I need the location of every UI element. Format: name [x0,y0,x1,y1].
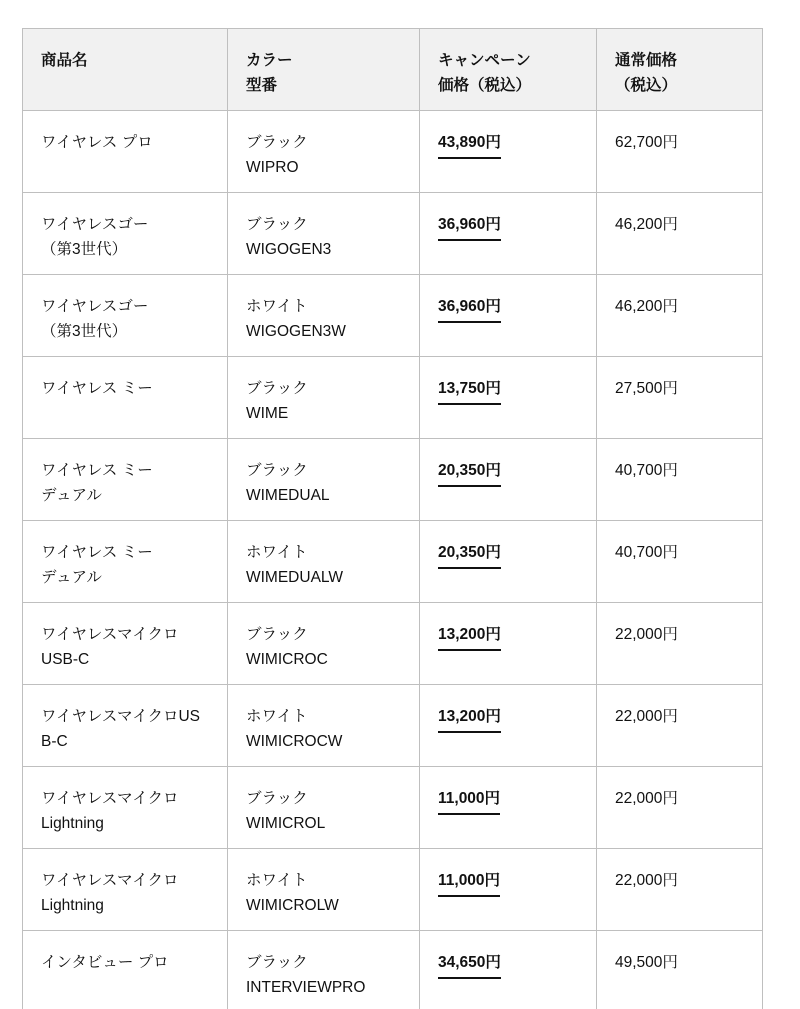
price-table [22,28,763,1009]
regular-price: 27,500円 [615,380,678,397]
regular-price-cell [597,111,763,193]
color-name: ブラック [246,626,308,643]
color-name: ホワイト [246,708,308,725]
regular-price: 40,700円 [615,462,678,479]
model-number: WIMICROLW [246,897,339,914]
regular-price: 22,000円 [615,708,678,725]
regular-price: 22,000円 [615,626,678,643]
regular-price: 40,700円 [615,544,678,561]
campaign-price-cell [420,685,597,767]
regular-price-cell [597,521,763,603]
regular-price: 49,500円 [615,954,678,971]
color-name: ホワイト [246,298,308,315]
color-model-cell [228,439,420,521]
campaign-price: 13,200円 [438,622,501,651]
campaign-price: 43,890円 [438,130,501,159]
product-name-line: ワイヤレス ミー [41,380,153,397]
product-name-line: Lightning [41,897,104,914]
table-row [23,111,763,193]
campaign-price: 13,200円 [438,704,501,733]
regular-price-cell [597,275,763,357]
product-name-line: B-C [41,733,68,750]
model-number: WIGOGEN3 [246,241,332,258]
table-row [23,767,763,849]
table-row [23,193,763,275]
regular-price-cell [597,931,763,1009]
color-name: ホワイト [246,544,308,561]
product-name-line: デュアル [41,487,102,504]
model-number: WIMEDUALW [246,569,344,586]
table-row [23,849,763,931]
price-table-container [22,28,763,1009]
table-row [23,357,763,439]
regular-price: 46,200円 [615,298,678,315]
product-name-cell [23,685,228,767]
product-name-line: ワイヤレス プロ [41,134,153,151]
product-name-line: ワイヤレスマイクロ [41,872,179,889]
color-name: ブラック [246,216,308,233]
regular-price-cell [597,439,763,521]
table-row [23,275,763,357]
color-model-cell [228,685,420,767]
product-name-cell [23,521,228,603]
product-name-line: ワイヤレスゴー [41,216,149,233]
regular-price-cell [597,685,763,767]
product-name-line: ワイヤレス ミー [41,544,153,561]
product-name-cell [23,111,228,193]
column-header-line: （税込） [615,77,678,94]
campaign-price: 13,750円 [438,376,501,405]
campaign-price: 34,650円 [438,950,501,979]
campaign-price-cell [420,357,597,439]
product-name-line: ワイヤレス ミー [41,462,153,479]
campaign-price-cell [420,521,597,603]
color-model-cell [228,931,420,1009]
column-header-line: 価格（税込） [438,77,532,94]
color-name: ホワイト [246,872,308,889]
model-number: WIMICROL [246,815,326,832]
regular-price: 22,000円 [615,790,678,807]
product-name-cell [23,439,228,521]
table-row [23,931,763,1009]
column-header-color-model [228,29,420,111]
product-name-cell [23,603,228,685]
regular-price-cell [597,767,763,849]
regular-price-cell [597,849,763,931]
column-header-line: 型番 [246,77,278,94]
product-name-line: ワイヤレスマイクロ [41,626,179,643]
product-name-line: ワイヤレスマイクロUS [41,708,201,725]
model-number: WIGOGEN3W [246,323,346,340]
product-name-line: （第3世代） [41,323,128,340]
table-row [23,521,763,603]
campaign-price: 36,960円 [438,294,501,323]
product-name-line: インタビュー プロ [41,954,169,971]
column-header-regular-price [597,29,763,111]
product-name-cell [23,931,228,1009]
table-row [23,685,763,767]
color-name: ブラック [246,790,308,807]
color-name: ブラック [246,462,308,479]
color-model-cell [228,275,420,357]
product-name-line: USB-C [41,651,90,668]
color-model-cell [228,767,420,849]
product-name-line: ワイヤレスマイクロ [41,790,179,807]
campaign-price: 20,350円 [438,540,501,569]
product-name-line: デュアル [41,569,102,586]
model-number: WIME [246,405,289,422]
campaign-price-cell [420,193,597,275]
column-header-line: 通常価格 [615,52,678,69]
regular-price-cell [597,357,763,439]
product-name-cell [23,193,228,275]
product-name-line: Lightning [41,815,104,832]
table-row [23,603,763,685]
column-header-line: カラー [246,52,293,69]
campaign-price-cell [420,111,597,193]
campaign-price-cell [420,275,597,357]
color-model-cell [228,603,420,685]
campaign-price-cell [420,767,597,849]
campaign-price: 36,960円 [438,212,501,241]
model-number: INTERVIEWPRO [246,979,366,996]
regular-price-cell [597,193,763,275]
campaign-price-cell [420,931,597,1009]
campaign-price: 11,000円 [438,786,500,815]
color-model-cell [228,193,420,275]
model-number: WIMEDUAL [246,487,330,504]
column-header-product [23,29,228,111]
product-name-line: （第3世代） [41,241,128,258]
color-name: ブラック [246,134,308,151]
table-body [23,111,763,1009]
color-name: ブラック [246,380,308,397]
color-name: ブラック [246,954,308,971]
regular-price: 22,000円 [615,872,678,889]
campaign-price-cell [420,849,597,931]
model-number: WIMICROC [246,651,328,668]
column-header-line: 商品名 [41,52,88,69]
color-model-cell [228,849,420,931]
product-name-cell [23,849,228,931]
campaign-price: 20,350円 [438,458,501,487]
campaign-price-cell [420,603,597,685]
color-model-cell [228,357,420,439]
color-model-cell [228,111,420,193]
product-name-cell [23,275,228,357]
header-row [23,29,763,111]
regular-price: 46,200円 [615,216,678,233]
product-name-line: ワイヤレスゴー [41,298,149,315]
product-name-cell [23,767,228,849]
table-row [23,439,763,521]
column-header-campaign-price [420,29,597,111]
color-model-cell [228,521,420,603]
regular-price: 62,700円 [615,134,678,151]
model-number: WIMICROCW [246,733,343,750]
column-header-line: キャンペーン [438,52,531,69]
campaign-price: 11,000円 [438,868,500,897]
product-name-cell [23,357,228,439]
regular-price-cell [597,603,763,685]
model-number: WIPRO [246,159,299,176]
campaign-price-cell [420,439,597,521]
